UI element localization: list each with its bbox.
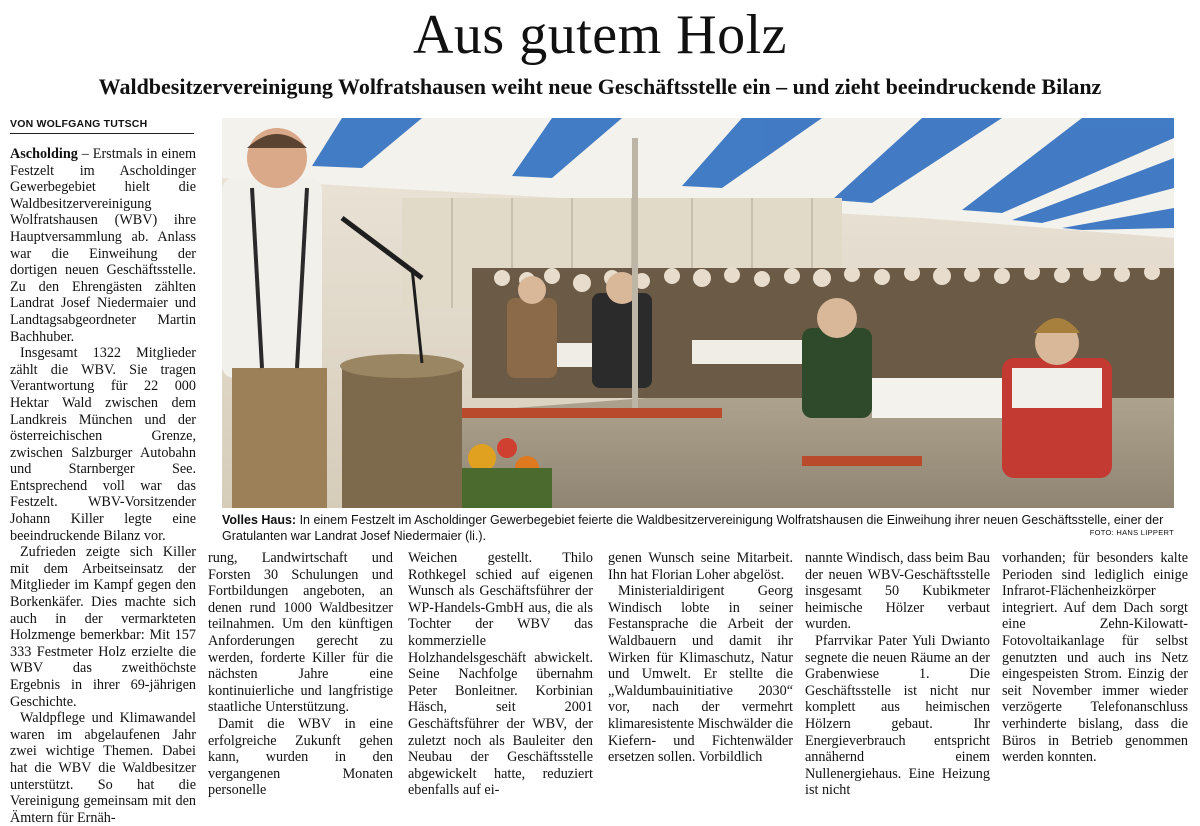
subheadline: Waldbesitzervereinigung Wolfratshausen weiht neue Geschäftsstelle ein – und zieht beeindruckende Bilanz	[98, 74, 1102, 99]
paragraph: Pfarrvikar Pater Yuli Dwianto segnete die neuen Räume an der Grabenwiese 1. Die Geschäftsstelle ist nicht nur komplett aus heimischen Hölzern gebaut. Ihr Energieverbrauch entspricht annähernd einem Nullenergiehaus. Eine Heizung ist nicht	[805, 632, 990, 799]
paragraph: Waldpflege und Klimawandel waren im abgelaufenen Jahr zwei wichtige Themen. Dabei hat die WBV die Waldbesitzer unterstützt. So hat die Vereinigung gemeinsam mit den Ämtern für Ernäh-	[10, 710, 196, 826]
text-column-1	[10, 146, 196, 826]
paragraph: Zufrieden zeigte sich Killer mit dem Arbeitseinsatz der Mitglieder im Kampf gegen den Borkenkäfer. Dies machte sich auch in der vermarkteten Holzmenge bemerkbar: Mit 157 333 Festmeter Holz erzielte die WBV das zweithöchste Ergebnis in ihrer 69-jährigen Geschichte.	[10, 544, 196, 710]
paragraph: Insgesamt 1322 Mitglieder zählt die WBV. Sie tragen Verantwortung für 22 000 Hektar Wald zwischen dem Landkreis München und der österreichischen Grenze, zwischen Salzburger Autobahn und Starnberger See. Entsprechend voll war das Festzelt. WBV-Vorsitzender Johann Killer legte eine beeindruckende Bilanz vor.	[10, 345, 196, 544]
paragraph: rung, Landwirtschaft und Forsten 30 Schulungen und Fortbildungen angeboten, an denen rund 1000 Waldbesitzer teilnahmen. Um den künftigen Anforderungen gerecht zu werden, forderte Killer für die nächsten Jahre eine kontinuierliche und langfristige staatliche Unterstützung.	[208, 550, 393, 716]
dateline: Ascholding	[10, 146, 78, 162]
caption-text: In einem Festzelt im Ascholdinger Gewerbegebiet feierte die Waldbesitzervereinigung Wolfratshausen die Einweihung ihrer neuen Geschäftsstelle, einer der Gratulanten war Landrat Josef Niedermaier (li.).	[222, 513, 1164, 543]
photo-caption	[222, 512, 1174, 544]
paragraph: vorhanden; für besonders kalte Perioden sind lediglich einige Infrarot-Flächenheizkörper integriert. Auf dem Dach sorgt eine Zehn-Kilowatt-Fotovoltaikanlage für selbst genutzten und auch ins Netz eingespeisten Strom. Einzig der seit November immer wieder verzögerte Telefonanschluss verhinderte bislang, dass die Büros in Betrieb genommen werden konnten.	[1002, 550, 1188, 766]
paragraph: Weichen gestellt. Thilo Rothkegel schied auf eigenen Wunsch als Geschäftsführer der WP-Handels-GmbH aus, die als Tochter der WBV das kommerzielle Holzhandelsgeschäft abwickelt. Seine Nachfolge übernahm Peter Bonleitner. Korbinian Häsch, seit 2001 Geschäftsführer der WBV, der zuletzt noch als Bauleiter den Neubau der Geschäftsstelle abgewickelt hatte, reduziert ebenfalls auf ei-	[408, 550, 593, 799]
text-column-4	[608, 550, 793, 778]
headline: Aus gutem Holz	[412, 4, 788, 66]
photo-credit: FOTO: HANS LIPPERT	[1089, 528, 1174, 537]
byline: VON WOLFGANG TUTSCH	[10, 118, 194, 134]
paragraph	[10, 146, 196, 345]
paragraph: nannte Windisch, dass beim Bau der neuen WBV-Geschäftsstelle insgesamt 50 Kubikmeter heimische Hölzer verbaut wurden.	[805, 550, 990, 633]
paragraph: Ministerialdirigent Georg Windisch lobte in seiner Festansprache die Arbeit der Waldbauern und damit ihr Wirken für Klimaschutz, Natur und Umwelt. Er stellte die „Waldumbauinitiative 2030“ vor, nach der vermehrt klimaresistente Mischwälder die Kiefern- und Fichtenwälder ersetzen sollen. Vorbildlich	[608, 583, 793, 766]
text-column-3	[408, 550, 593, 799]
photo-illustration	[222, 118, 1174, 508]
text-column-5	[805, 550, 990, 799]
paragraph: genen Wunsch seine Mitarbeit. Ihn hat Florian Loher abgelöst.	[608, 550, 793, 583]
text-column-6	[1002, 550, 1188, 778]
festival-tent-photo	[222, 118, 1174, 508]
text-column-2	[208, 550, 393, 799]
paragraph: Damit die WBV in eine erfolgreiche Zukunft gehen kann, wurden in den vergangenen Monaten personelle	[208, 715, 393, 799]
paragraph-text: – Erstmals in einem Festzelt im Ascholdinger Gewerbegebiet hielt die Waldbesitzervereinigung Wolfratshausen (WBV) ihre Hauptversammlung ab. Anlass war die Einweihung der dortigen neuen Geschäftsstelle. Zu den Ehrengästen zählten Landrat Josef Niedermaier und Landtagsabgeordneter Martin Bachhuber.	[10, 146, 196, 345]
caption-lead: Volles Haus:	[222, 513, 297, 527]
